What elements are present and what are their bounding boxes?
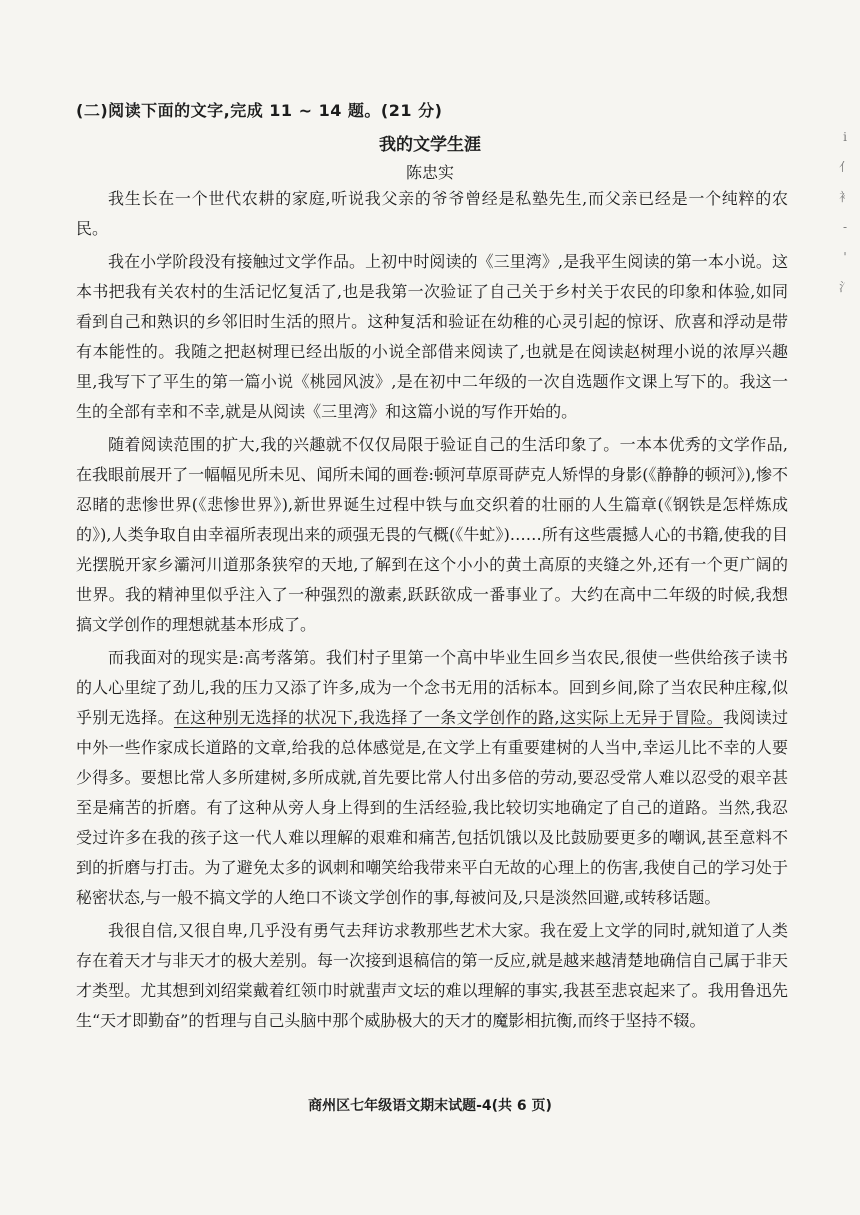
margin-mark: i — [843, 130, 847, 144]
paragraph-3: 随着阅读范围的扩大,我的兴趣就不仅仅局限于验证自己的生活印象了。一本本优秀的文学作品,在我眼前展开了一幅幅见所未见、闻所未闻的画卷:顿河草原哥萨克人矫悍的身影(《静静的顿河》),惨不忍睹的悲惨世界(《悲惨世界》),新世界诞生过程中铁与血交织着的壮丽的人生篇章(《钢铁是怎样炼成的》),人类争取自由幸福所表现出来的顽强无畏的气概(《牛虻》)……所有这些震撼人心的书籍,使我的目光摆脱开家乡灞河川道那条狭窄的天地,了解到在这个小小的黄土高原的夹缝之外,还有一个更广阔的世界。我的精神里似乎注入了一种强烈的激素,跃跃欲成一番事业了。大约在高中二年级的时候,我想搞文学创作的理想就基本形成了。 — [76, 435, 788, 634]
page-footer: 商州区七年级语文期末试题-4(共 6 页) — [308, 1098, 552, 1114]
margin-mark: 氵 — [838, 280, 851, 294]
section-heading: (二)阅读下面的文字,完成 11 ~ 14 题。(21 分) — [76, 101, 443, 120]
margin-mark: ' — [843, 250, 847, 264]
underlined-sentence: 在这种别无选择的状况下,我选择了一条文学创作的路,这实际上无异于冒险。 — [173, 708, 724, 727]
margin-mark: 衤 — [838, 190, 851, 204]
margin-mark: - — [842, 220, 848, 234]
paragraph-4-end: 我阅读过中外一些作家成长道路的文章,给我的总体感觉是,在文学上有重要建树的人当中,幸运儿比不幸的人要少得多。要想比常人多所建树,多所成就,首先要比常人付出多倍的劳动,要忍受常人难以忍受的艰辛甚至是痛苦的折磨。有了这种从旁人身上得到的生活经验,我比较切实地确定了自己的道路。当然,我忍受过许多在我的孩子这一代人难以理解的艰难和痛苦,包括饥饿以及比鼓励要更多的嘲讽,甚至意料不到的折磨与打击。为了避免太多的讽刺和嘲笑给我带来平白无故的心理上的伤害,我使自己的学习处于秘密状态,与一般不搞文学的人绝口不谈文学创作的事,每被问及,只是淡然回避,或转移话题。 — [76, 708, 788, 907]
article-body — [76, 184, 788, 1039]
paragraph-4 — [76, 643, 788, 913]
margin-mark: 亻 — [838, 160, 851, 174]
article-title: 我的文学生涯 — [379, 135, 481, 155]
paragraph-2: 我在小学阶段没有接触过文学作品。上初中时阅读的《三里湾》,是我平生阅读的第一本小说。这本书把我有关农村的生活记忆复活了,也是我第一次验证了自己关于乡村关于农民的印象和体验,如同看到自己和熟识的乡邻旧时生活的照片。这种复活和验证在幼稚的心灵引起的惊讶、欣喜和浮动是带有本能性的。我随之把赵树理已经出版的小说全部借来阅读了,也就是在阅读赵树理小说的浓厚兴趣里,我写下了平生的第一篇小说《桃园风波》,是在初中二年级的一次自选题作文课上写下的。我这一生的全部有幸和不幸,就是从阅读《三里湾》和这篇小说的写作开始的。 — [76, 252, 788, 421]
paragraph-5: 我很自信,又很自卑,几乎没有勇气去拜访求教那些艺术大家。我在爱上文学的同时,就知道了人类存在着天才与非天才的极大差别。每一次接到退稿信的第一反应,就是越来越清楚地确信自己属于非天才类型。尤其想到刘绍棠戴着红领巾时就蜚声文坛的难以理解的事实,我甚至悲哀起来了。我用鲁迅先生“天才即勤奋”的哲理与自己头脑中那个威胁极大的天才的魔影相抗衡,而终于坚持不辍。 — [76, 921, 788, 1030]
margin-marks — [838, 122, 852, 302]
paragraph-4-start: 而我面对的现实是:高考落第。我们村子里第一个高中毕业生回乡当农民,很使一些供给孩子读书的人心里绽了劲儿,我的压力又添了许多,成为一个念书无用的活标本。回到乡间,除了当农民种庄稼,似乎别无选择。 — [76, 648, 788, 727]
article-author: 陈忠实 — [405, 163, 454, 182]
paragraph-1: 我生长在一个世代农耕的家庭,听说我父亲的爷爷曾经是私塾先生,而父亲已经是一个纯粹的农民。 — [76, 189, 788, 238]
